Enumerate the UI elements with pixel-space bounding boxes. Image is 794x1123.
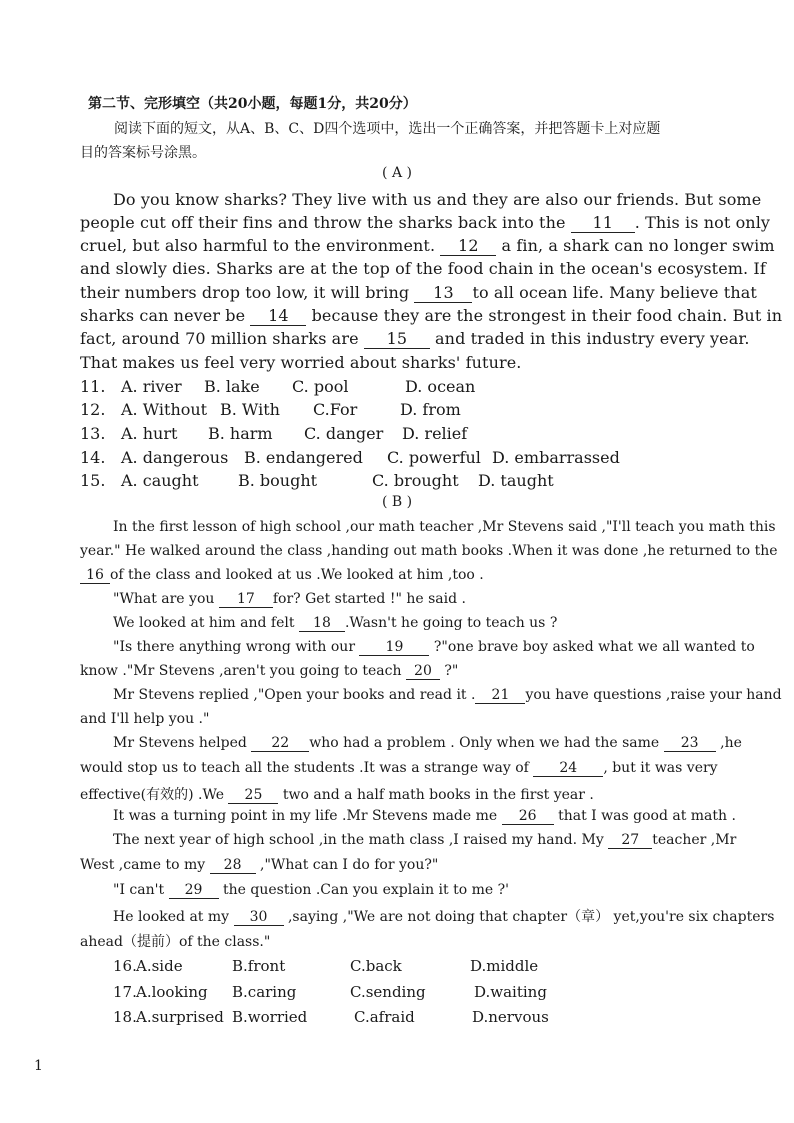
option-a[interactable]: A. river	[121, 377, 182, 396]
page-number: 1	[34, 1058, 43, 1074]
option-a[interactable]: A.surprised	[136, 1008, 224, 1026]
option-d[interactable]: D.middle	[470, 957, 539, 975]
option-c[interactable]: C.back	[350, 957, 402, 975]
option-a[interactable]: A. hurt	[121, 424, 178, 443]
question-number: 17.	[113, 983, 137, 1001]
passage-b-line: know ."Mr Stevens ,aren't you going to teach 20 ?"	[80, 663, 459, 679]
option-d[interactable]: D.waiting	[474, 983, 547, 1001]
option-b[interactable]: B.caring	[232, 983, 297, 1001]
blank-15[interactable]: 15	[364, 329, 430, 349]
instructions-line-1: 阅读下面的短文，从A、B、C、D四个选项中，选出一个正确答案，并把答题卡上对应题	[114, 121, 661, 137]
option-b[interactable]: B. lake	[204, 377, 260, 396]
option-c[interactable]: C.afraid	[354, 1008, 415, 1026]
blank-24[interactable]: 24	[533, 760, 603, 777]
option-b[interactable]: B. harm	[208, 424, 273, 443]
question-number: 13.	[80, 424, 106, 443]
question-number: 11.	[80, 377, 106, 396]
option-b[interactable]: B.worried	[232, 1008, 308, 1026]
option-a[interactable]: A. Without	[121, 400, 208, 419]
option-c[interactable]: C.For	[313, 400, 358, 419]
option-c[interactable]: C. pool	[292, 377, 349, 396]
passage-b-line: "What are you 17 for? Get started !" he said .	[113, 591, 466, 607]
blank-12[interactable]: 12	[440, 236, 496, 256]
section-title: 第二节、完形填空（共20小题，每题1分，共20分）	[88, 96, 417, 112]
passage-a-line: fact, around 70 million sharks are 15 and traded in this industry every year.	[80, 329, 750, 348]
passage-b-line: The next year of high school ,in the math class ,I raised my hand. My 27 teacher ,Mr	[113, 832, 737, 848]
question-number: 12.	[80, 400, 106, 419]
passage-b-line: West ,came to my 28 ,"What can I do for you?"	[80, 857, 439, 873]
passage-b-line: 16 of the class and looked at us .We looked at him ,too .	[80, 567, 484, 584]
passage-a-line: and slowly dies. Sharks are at the top of the food chain in the ocean's ecosystem. If	[80, 259, 766, 278]
blank-19[interactable]: 19	[359, 639, 429, 656]
passage-b-line: We looked at him and felt 18 .Wasn't he going to teach us ?	[113, 615, 558, 631]
passage-a-line: sharks can never be 14 because they are the strongest in their food chain. But in	[80, 306, 783, 325]
question-number: 18.	[113, 1008, 137, 1026]
passage-b-line: ahead（提前）of the class."	[80, 934, 271, 950]
option-b[interactable]: B. endangered	[244, 448, 363, 467]
passage-a-line: their numbers drop too low, it will bring 13 to all ocean life. Many believe that	[80, 283, 757, 302]
blank-25[interactable]: 25	[228, 787, 278, 804]
passage-b-line: Mr Stevens replied ,"Open your books and read it . 21 you have questions ,raise your hand	[113, 687, 782, 703]
option-d[interactable]: D. taught	[478, 471, 554, 490]
blank-28[interactable]: 28	[210, 857, 256, 874]
question-number: 16.	[113, 957, 137, 975]
passage-b-line: would stop us to teach all the students .It was a strange way of 24 , but it was very	[80, 760, 718, 776]
option-d[interactable]: D.nervous	[472, 1008, 549, 1026]
passage-b-line: It was a turning point in my life .Mr Stevens made me 26 that I was good at math .	[113, 808, 736, 824]
blank-18[interactable]: 18	[299, 615, 345, 632]
blank-14[interactable]: 14	[250, 306, 306, 326]
option-b[interactable]: B. With	[220, 400, 280, 419]
instructions-line-2: 目的答案标号涂黑。	[80, 145, 206, 161]
passage-b-line: and I'll help you ."	[80, 711, 210, 727]
passage-b-line: year." He walked around the class ,handing out math books .When it was done ,he returned to the	[80, 543, 778, 559]
option-a[interactable]: A.looking	[136, 983, 208, 1001]
option-c[interactable]: C. danger	[304, 424, 384, 443]
blank-20[interactable]: 20	[406, 663, 440, 680]
passage-a-line: cruel, but also harmful to the environment. 12 a fin, a shark can no longer swim	[80, 236, 775, 255]
question-number: 14.	[80, 448, 106, 467]
passage-b-line: effective(有效的) .We 25 two and a half math books in the first year .	[80, 787, 594, 803]
blank-23[interactable]: 23	[664, 735, 716, 752]
passage-b-line: He looked at my 30 ,saying ,"We are not doing that chapter（章） yet,you're six chapters	[113, 909, 775, 925]
option-c[interactable]: C. brought	[372, 471, 459, 490]
blank-21[interactable]: 21	[475, 687, 525, 704]
blank-26[interactable]: 26	[502, 808, 554, 825]
passage-b-line: "Is there anything wrong with our 19 ?"one brave boy asked what we all wanted to	[113, 639, 755, 655]
passage-b-line: Mr Stevens helped 22 who had a problem . Only when we had the same 23 ,he	[113, 735, 742, 751]
option-b[interactable]: B. bought	[238, 471, 318, 490]
passage-b-label: ( B )	[381, 494, 413, 510]
passage-a-label: ( A )	[382, 165, 412, 181]
option-c[interactable]: C.sending	[350, 983, 426, 1001]
blank-27[interactable]: 27	[608, 832, 652, 849]
option-a[interactable]: A. dangerous	[121, 448, 229, 467]
blank-17[interactable]: 17	[219, 591, 273, 608]
option-a[interactable]: A. caught	[121, 471, 199, 490]
option-d[interactable]: D. ocean	[405, 377, 476, 396]
option-b[interactable]: B.front	[232, 957, 286, 975]
option-c[interactable]: C. powerful	[387, 448, 481, 467]
blank-22[interactable]: 22	[251, 735, 309, 752]
option-d[interactable]: D. from	[400, 400, 461, 419]
blank-16[interactable]: 16	[80, 567, 110, 584]
blank-13[interactable]: 13	[414, 283, 472, 303]
blank-29[interactable]: 29	[169, 882, 219, 899]
passage-a-line: That makes us feel very worried about sharks' future.	[80, 353, 522, 372]
blank-30[interactable]: 30	[234, 909, 284, 926]
question-number: 15.	[80, 471, 106, 490]
option-d[interactable]: D. embarrassed	[492, 448, 620, 467]
passage-b-line: "I can't 29 the question .Can you explain it to me ?'	[113, 882, 509, 898]
passage-b-line: In the first lesson of high school ,our math teacher ,Mr Stevens said ,"I'll teach you math this	[113, 519, 776, 535]
option-d[interactable]: D. relief	[402, 424, 468, 443]
passage-a-line: people cut off their fins and throw the sharks back into the 11 . This is not only	[80, 213, 771, 232]
option-a[interactable]: A.side	[136, 957, 183, 975]
passage-a-line: Do you know sharks? They live with us and they are also our friends. But some	[113, 190, 762, 209]
blank-11[interactable]: 11	[571, 213, 635, 233]
